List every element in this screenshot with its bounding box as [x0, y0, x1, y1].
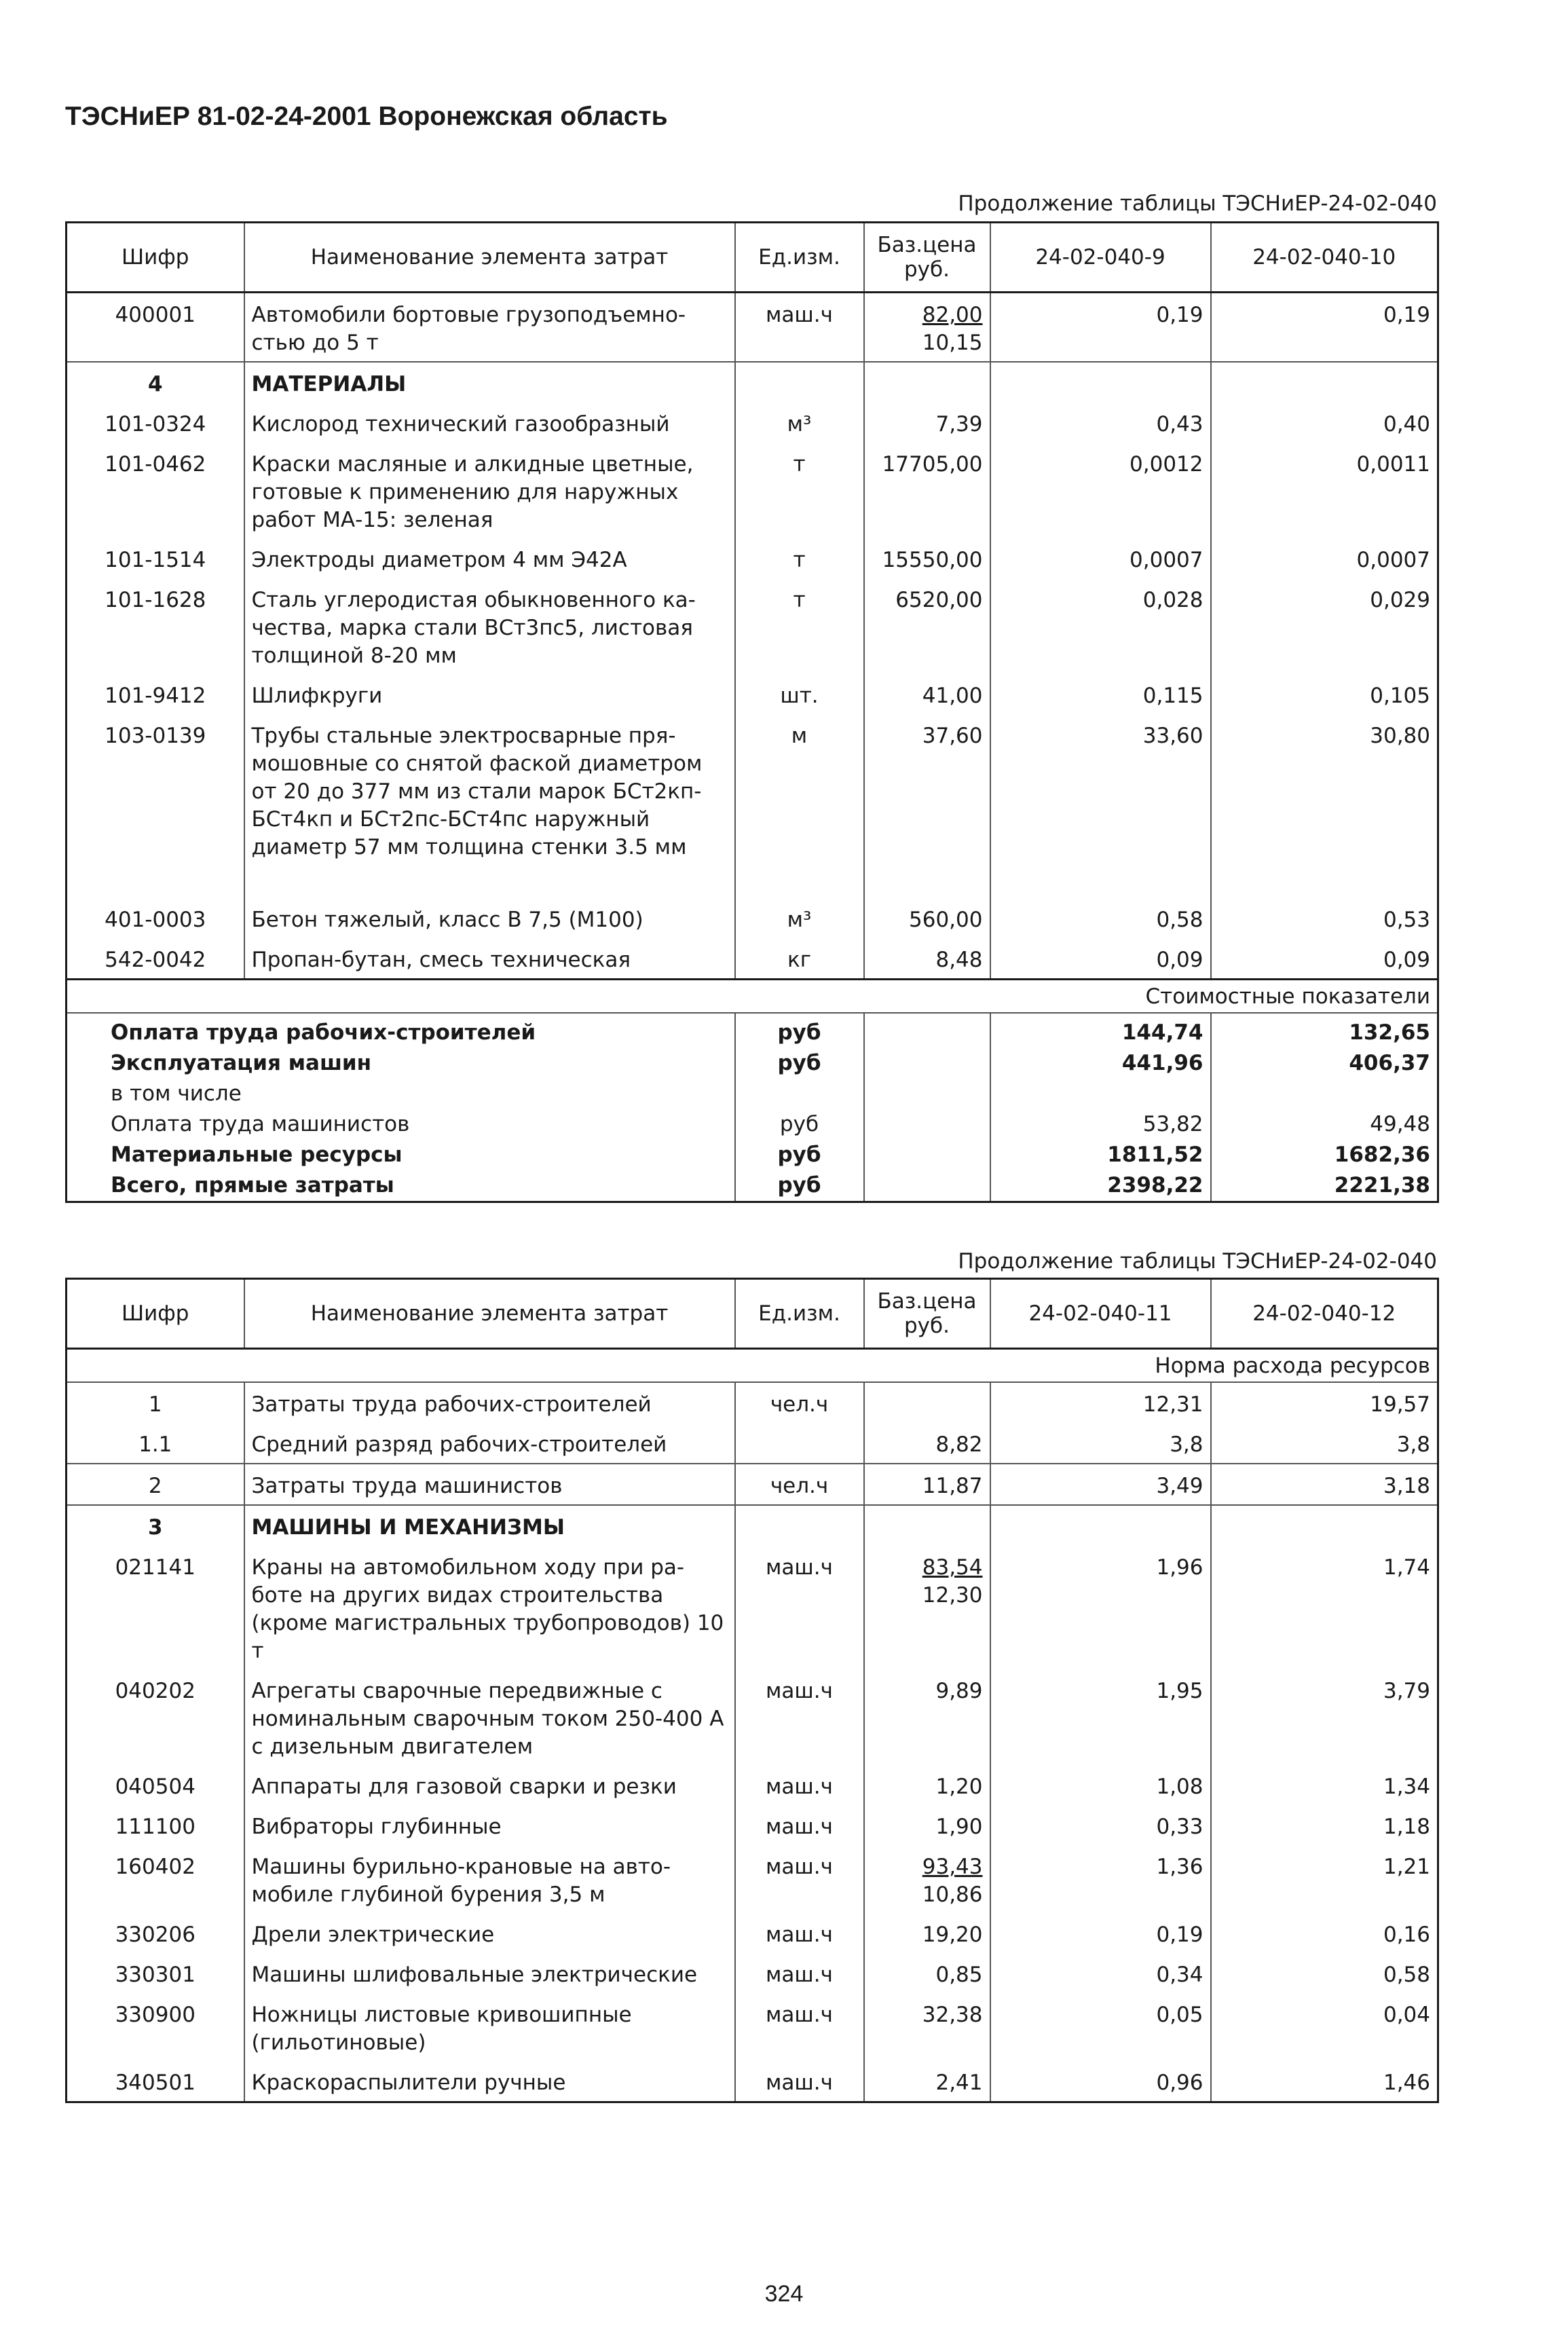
- cell-col-b: 3,79: [1211, 1669, 1438, 1765]
- cell-unit: маш.ч: [735, 1953, 864, 1993]
- cell-col-b: 0,105: [1211, 674, 1438, 714]
- cell-name: Электроды диаметром 4 мм Э42А: [244, 538, 735, 578]
- cell-name: Трубы стальные электросварные пря-мошовные со снятой фаской диаметром от 20 до 377 мм из стали марок БСт2кп-БСт4кп и БСт2пс-БСт4пс наружный диаметр 57 мм толщина стенки 3.5 мм: [244, 714, 735, 866]
- header-col-b: 24-02-040-10: [1211, 223, 1438, 293]
- cell-code: 542-0042: [67, 938, 244, 980]
- total-label: в том числе: [67, 1079, 735, 1109]
- cell-code: 101-1628: [67, 578, 244, 674]
- total-unit: руб: [735, 1048, 864, 1079]
- cell-name: Краскораспылители ручные: [244, 2061, 735, 2102]
- table-row: [67, 538, 1438, 578]
- cell-col-b: 0,0007: [1211, 538, 1438, 578]
- total-col-a: 144,74: [990, 1013, 1211, 1048]
- cell-unit: маш.ч: [735, 2061, 864, 2102]
- cell-col-b: 30,80: [1211, 714, 1438, 866]
- cell-price: [864, 1546, 990, 1669]
- price-main: 83,54: [922, 1555, 983, 1580]
- cell-price: 9,89: [864, 1669, 990, 1765]
- cell-col-a: 3,49: [990, 1464, 1211, 1505]
- cell-name: Краны на автомобильном ходу при ра-боте на других видах строительства (кроме магистральных трубопроводов) 10 т: [244, 1546, 735, 1669]
- cell-col-a: 0,115: [990, 674, 1211, 714]
- cell-code: 111100: [67, 1805, 244, 1845]
- total-row: [67, 1048, 1438, 1079]
- table-row: [67, 1913, 1438, 1953]
- header-name: Наименование элемента затрат: [244, 223, 735, 293]
- total-row: [67, 1079, 1438, 1109]
- cell-price: 0,85: [864, 1953, 990, 1993]
- total-row: [67, 1013, 1438, 1048]
- header-code: Шифр: [67, 223, 244, 293]
- cell-col-a: 1,95: [990, 1669, 1211, 1765]
- cell-code: 330301: [67, 1953, 244, 1993]
- price-main: 93,43: [922, 1855, 983, 1879]
- cell-unit: шт.: [735, 674, 864, 714]
- section-name: МАШИНЫ И МЕХАНИЗМЫ: [244, 1505, 735, 1546]
- cell-col-a: 3,8: [990, 1423, 1211, 1464]
- cell-code: 401-0003: [67, 898, 244, 938]
- cell-unit: маш.ч: [735, 1913, 864, 1953]
- cell-col-a: 0,0012: [990, 443, 1211, 538]
- total-unit: [735, 1079, 864, 1109]
- price-sub: 10,15: [922, 331, 983, 355]
- cell-price: 19,20: [864, 1913, 990, 1953]
- cell-col-a: 0,43: [990, 403, 1211, 443]
- table-row: [67, 2061, 1438, 2102]
- header-price: Баз.цена руб.: [864, 1279, 990, 1349]
- cell-code: 101-9412: [67, 674, 244, 714]
- table-caption: Продолжение таблицы ТЭСНиЕР-24-02-040: [958, 1249, 1437, 1274]
- cell-code: 101-0324: [67, 403, 244, 443]
- total-col-b: 132,65: [1211, 1013, 1438, 1048]
- cell-col-a: 1,96: [990, 1546, 1211, 1669]
- table-row: [67, 1669, 1438, 1765]
- cell-name: Затраты труда рабочих-строителей: [244, 1382, 735, 1423]
- table-header-row: [67, 1279, 1438, 1349]
- table-header-row: [67, 223, 1438, 293]
- band-row: [67, 980, 1438, 1014]
- cell-code: 021141: [67, 1546, 244, 1669]
- price-sub: 10,86: [922, 1882, 983, 1907]
- table-row: [67, 578, 1438, 674]
- cell-name: Краски масляные и алкидные цветные, готовые к применению для наружных работ МА-15: зеленая: [244, 443, 735, 538]
- total-col-a: [990, 1079, 1211, 1109]
- cell-unit: т: [735, 578, 864, 674]
- total-label: Оплата труда машинистов: [67, 1109, 735, 1140]
- table-row: [67, 1845, 1438, 1913]
- header-col-b: 24-02-040-12: [1211, 1279, 1438, 1349]
- cell-code: 330206: [67, 1913, 244, 1953]
- table-row: [67, 938, 1438, 980]
- cell-col-b: 0,029: [1211, 578, 1438, 674]
- cost-indicators-band: Стоимостные показатели: [67, 980, 1438, 1014]
- total-col-a: 1811,52: [990, 1140, 1211, 1170]
- cell-code: 1: [67, 1382, 244, 1423]
- cell-col-a: 0,58: [990, 898, 1211, 938]
- cell-col-b: 0,16: [1211, 1913, 1438, 1953]
- table-row: [67, 1953, 1438, 1993]
- total-unit: руб: [735, 1109, 864, 1140]
- cell-col-b: 3,8: [1211, 1423, 1438, 1464]
- table-row: [67, 1464, 1438, 1505]
- cell-price: 17705,00: [864, 443, 990, 538]
- total-col-a: 441,96: [990, 1048, 1211, 1079]
- total-col-a: 53,82: [990, 1109, 1211, 1140]
- cell-price: [864, 1845, 990, 1913]
- cell-col-a: 0,34: [990, 1953, 1211, 1993]
- section-name: МАТЕРИАЛЫ: [244, 362, 735, 403]
- table-row: [67, 1805, 1438, 1845]
- cell-unit: маш.ч: [735, 1765, 864, 1805]
- header-col-a: 24-02-040-9: [990, 223, 1211, 293]
- table-row: [67, 443, 1438, 538]
- cell-col-a: 0,19: [990, 1913, 1211, 1953]
- cell-unit: маш.ч: [735, 1546, 864, 1669]
- cell-name: Затраты труда машинистов: [244, 1464, 735, 1505]
- cell-price: [864, 293, 990, 363]
- cell-name: Машины шлифовальные электрические: [244, 1953, 735, 1993]
- page-number: 324: [764, 2281, 804, 2307]
- header-code: Шифр: [67, 1279, 244, 1349]
- cell-price: 11,87: [864, 1464, 990, 1505]
- cell-unit: маш.ч: [735, 1805, 864, 1845]
- total-label: Всего, прямые затраты: [67, 1170, 735, 1202]
- cell-unit: т: [735, 443, 864, 538]
- price-sub: 12,30: [922, 1583, 983, 1608]
- cell-name: Аппараты для газовой сварки и резки: [244, 1765, 735, 1805]
- table-caption: Продолжение таблицы ТЭСНиЕР-24-02-040: [958, 191, 1437, 216]
- total-col-b: [1211, 1079, 1438, 1109]
- cell-unit: маш.ч: [735, 293, 864, 363]
- cell-unit: м³: [735, 898, 864, 938]
- total-col-a: 2398,22: [990, 1170, 1211, 1202]
- header-name: Наименование элемента затрат: [244, 1279, 735, 1349]
- total-label: Эксплуатация машин: [67, 1048, 735, 1079]
- table-row: [67, 293, 1438, 363]
- resource-table-2: [65, 1278, 1439, 2103]
- cell-unit: кг: [735, 938, 864, 980]
- cell-unit: т: [735, 538, 864, 578]
- cell-col-b: 1,34: [1211, 1765, 1438, 1805]
- cell-col-a: 1,08: [990, 1765, 1211, 1805]
- table-row: [67, 714, 1438, 866]
- cell-col-b: 19,57: [1211, 1382, 1438, 1423]
- total-col-b: 49,48: [1211, 1109, 1438, 1140]
- cell-code: 2: [67, 1464, 244, 1505]
- cell-col-a: 0,96: [990, 2061, 1211, 2102]
- cell-name: Кислород технический газообразный: [244, 403, 735, 443]
- table-row: [67, 674, 1438, 714]
- cell-price: 6520,00: [864, 578, 990, 674]
- cell-col-b: 1,46: [1211, 2061, 1438, 2102]
- cell-col-b: 0,53: [1211, 898, 1438, 938]
- cell-col-a: 0,028: [990, 578, 1211, 674]
- cell-col-b: 0,19: [1211, 293, 1438, 363]
- resource-norm-band: Норма расхода ресурсов: [67, 1349, 1438, 1383]
- table-row: [67, 1765, 1438, 1805]
- cell-unit: маш.ч: [735, 1669, 864, 1765]
- total-unit: руб: [735, 1170, 864, 1202]
- cell-code: 400001: [67, 293, 244, 363]
- cell-unit: маш.ч: [735, 1993, 864, 2061]
- price-main: 82,00: [922, 303, 983, 327]
- cell-price: 32,38: [864, 1993, 990, 2061]
- table-row: [67, 1382, 1438, 1423]
- table-row: [67, 1546, 1438, 1669]
- cell-name: Сталь углеродистая обыкновенного ка-чества, марка стали ВСт3пс5, листовая толщиной 8-20 мм: [244, 578, 735, 674]
- cell-col-b: 0,40: [1211, 403, 1438, 443]
- section-row: [67, 362, 1438, 403]
- cell-code: 160402: [67, 1845, 244, 1913]
- section-code: 4: [67, 362, 244, 403]
- cell-col-b: 0,09: [1211, 938, 1438, 980]
- cell-code: 101-1514: [67, 538, 244, 578]
- band-row: [67, 1349, 1438, 1383]
- spacer-row: [67, 866, 1438, 898]
- total-unit: руб: [735, 1140, 864, 1170]
- cell-name: Дрели электрические: [244, 1913, 735, 1953]
- cell-name: Вибраторы глубинные: [244, 1805, 735, 1845]
- cell-code: 103-0139: [67, 714, 244, 866]
- cell-col-b: 1,18: [1211, 1805, 1438, 1845]
- cell-name: Автомобили бортовые грузоподъемно-стью до 5 т: [244, 293, 735, 363]
- table-row: [67, 898, 1438, 938]
- section-code: 3: [67, 1505, 244, 1546]
- cell-code: 330900: [67, 1993, 244, 2061]
- cell-unit: м: [735, 714, 864, 866]
- cell-name: Шлифкруги: [244, 674, 735, 714]
- header-unit: Ед.изм.: [735, 223, 864, 293]
- cell-price: 7,39: [864, 403, 990, 443]
- cell-price: 8,82: [864, 1423, 990, 1464]
- cell-name: Пропан-бутан, смесь техническая: [244, 938, 735, 980]
- cell-col-a: 33,60: [990, 714, 1211, 866]
- cell-unit: [735, 1423, 864, 1464]
- total-label: Оплата труда рабочих-строителей: [67, 1013, 735, 1048]
- cell-price: 15550,00: [864, 538, 990, 578]
- cell-price: 2,41: [864, 2061, 990, 2102]
- cell-name: Агрегаты сварочные передвижные с номинальным сварочным током 250-400 А с дизельным двигателем: [244, 1669, 735, 1765]
- cell-price: 37,60: [864, 714, 990, 866]
- cell-col-a: 12,31: [990, 1382, 1211, 1423]
- cell-code: 340501: [67, 2061, 244, 2102]
- total-unit: руб: [735, 1013, 864, 1048]
- header-price: Баз.цена руб.: [864, 223, 990, 293]
- table-row: [67, 1423, 1438, 1464]
- cell-unit: маш.ч: [735, 1845, 864, 1913]
- cell-col-a: 0,19: [990, 293, 1211, 363]
- cell-col-a: 0,09: [990, 938, 1211, 980]
- total-col-b: 406,37: [1211, 1048, 1438, 1079]
- cell-name: Ножницы листовые кривошипные (гильотиновые): [244, 1993, 735, 2061]
- cell-col-b: 0,0011: [1211, 443, 1438, 538]
- document-title: ТЭСНиЕР 81-02-24-2001 Воронежская область: [65, 102, 668, 131]
- cell-unit: м³: [735, 403, 864, 443]
- cell-unit: чел.ч: [735, 1382, 864, 1423]
- cell-col-b: 1,21: [1211, 1845, 1438, 1913]
- section-row: [67, 1505, 1438, 1546]
- cell-col-b: 1,74: [1211, 1546, 1438, 1669]
- cell-col-a: 1,36: [990, 1845, 1211, 1913]
- resource-table-1: [65, 221, 1439, 1203]
- cell-col-a: 0,33: [990, 1805, 1211, 1845]
- header-col-a: 24-02-040-11: [990, 1279, 1211, 1349]
- cell-code: 040202: [67, 1669, 244, 1765]
- cell-code: 1.1: [67, 1423, 244, 1464]
- cell-code: 040504: [67, 1765, 244, 1805]
- total-col-b: 2221,38: [1211, 1170, 1438, 1202]
- total-row: [67, 1170, 1438, 1202]
- cell-col-b: 3,18: [1211, 1464, 1438, 1505]
- cell-price: 8,48: [864, 938, 990, 980]
- total-label: Материальные ресурсы: [67, 1140, 735, 1170]
- cell-price: 1,90: [864, 1805, 990, 1845]
- cell-price: [864, 1382, 990, 1423]
- cell-price: 560,00: [864, 898, 990, 938]
- cell-code: 101-0462: [67, 443, 244, 538]
- cell-price: 1,20: [864, 1765, 990, 1805]
- total-row: [67, 1140, 1438, 1170]
- total-row: [67, 1109, 1438, 1140]
- cell-col-b: 0,58: [1211, 1953, 1438, 1993]
- cell-name: Машины бурильно-крановые на авто-мобиле глубиной бурения 3,5 м: [244, 1845, 735, 1913]
- cell-col-a: 0,05: [990, 1993, 1211, 2061]
- cell-col-b: 0,04: [1211, 1993, 1438, 2061]
- table-row: [67, 403, 1438, 443]
- cell-name: Средний разряд рабочих-строителей: [244, 1423, 735, 1464]
- total-col-b: 1682,36: [1211, 1140, 1438, 1170]
- cell-unit: чел.ч: [735, 1464, 864, 1505]
- cell-col-a: 0,0007: [990, 538, 1211, 578]
- cell-price: 41,00: [864, 674, 990, 714]
- cell-name: Бетон тяжелый, класс В 7,5 (М100): [244, 898, 735, 938]
- table-row: [67, 1993, 1438, 2061]
- header-unit: Ед.изм.: [735, 1279, 864, 1349]
